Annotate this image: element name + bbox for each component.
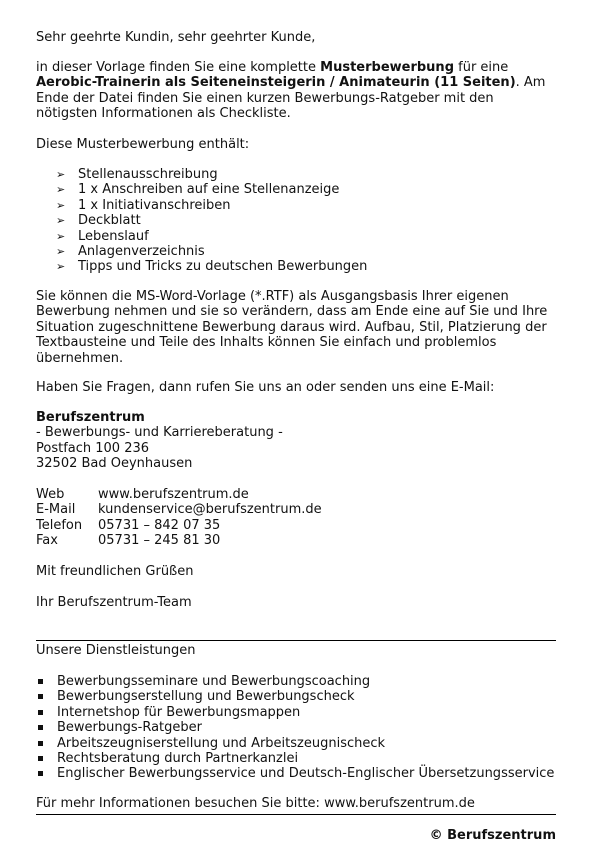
arrow-bullet-icon: ➢ xyxy=(56,245,66,259)
square-bullet-icon xyxy=(38,679,43,684)
phone-number: 05731 – 842 07 35 xyxy=(98,517,221,533)
contact-row-email: E-Mail kundenservice@berufszentrum.de xyxy=(36,502,322,518)
questions-line: Haben Sie Fragen, dann rufen Sie uns an oder senden uns eine E-Mail: xyxy=(36,380,495,395)
arrow-bullet-icon: ➢ xyxy=(56,214,66,228)
more-info-line: Für mehr Informationen besuchen Sie bitte: www.berufszentrum.de xyxy=(36,796,475,811)
services-list xyxy=(36,674,556,782)
list-item: Bewerbungs-Ratgeber xyxy=(36,720,556,735)
square-bullet-icon xyxy=(38,771,43,776)
fax-number: 05731 – 245 81 30 xyxy=(98,533,221,549)
address-block xyxy=(36,410,556,472)
list-item: ➢ Anlagenverzeichnis xyxy=(56,244,205,260)
arrow-bullet-icon: ➢ xyxy=(56,168,66,181)
copyright: © Berufszentrum xyxy=(429,828,556,843)
arrow-bullet-icon: ➢ xyxy=(56,260,66,274)
list-item: Internetshop für Bewerbungsmappen xyxy=(36,705,556,720)
org-postbox: Postfach 100 236 xyxy=(36,440,150,456)
square-bullet-icon xyxy=(38,756,43,761)
email-link[interactable]: kundenservice@berufszentrum.de xyxy=(98,502,322,518)
divider-top xyxy=(36,640,556,641)
square-bullet-icon xyxy=(38,741,43,746)
list-item: Arbeitszeugniserstellung und Arbeitszeugnischeck xyxy=(36,736,556,751)
list-item: Bewerbungserstellung und Bewerbungscheck xyxy=(36,689,556,704)
contents-heading: Diese Musterbewerbung enthält: xyxy=(36,137,250,152)
list-item: Rechtsberatung durch Partnerkanzlei xyxy=(36,751,556,766)
services-heading: Unsere Dienstleistungen xyxy=(36,643,196,658)
square-bullet-icon xyxy=(38,710,43,715)
intro-text-2: für eine xyxy=(454,60,509,75)
contact-table xyxy=(36,487,556,549)
list-item: ➢ 1 x Initiativanschreiben xyxy=(56,197,231,213)
contact-row-web: Web www.berufszentrum.de xyxy=(36,487,249,502)
list-item: Englischer Bewerbungsservice und Deutsch-Englischer Übersetzungsservice xyxy=(36,766,556,781)
contents-list xyxy=(36,167,556,275)
org-tagline: - Bewerbungs- und Karriereberatung - xyxy=(36,425,283,441)
square-bullet-icon xyxy=(38,725,43,730)
list-item: ➢ Stellenausschreibung xyxy=(56,167,218,182)
intro-paragraph xyxy=(36,60,556,122)
org-name: Berufszentrum xyxy=(36,410,145,425)
list-item: ➢ Tipps und Tricks zu deutschen Bewerbungen xyxy=(56,259,368,275)
org-city: 32502 Bad Oeynhausen xyxy=(36,456,193,472)
arrow-bullet-icon: ➢ xyxy=(56,229,66,243)
list-item: ➢ 1 x Anschreiben auf eine Stellenanzeige xyxy=(56,182,340,198)
square-bullet-icon xyxy=(38,694,43,699)
intro-text-3: . Am Ende der Datei finden Sie einen kurzen Bewerbungs-Ratgeber mit den nötigsten Informationen als Checkliste. xyxy=(36,75,546,122)
salutation: Sehr geehrte Kundin, sehr geehrter Kunde, xyxy=(36,30,316,45)
body-paragraph: Sie können die MS-Word-Vorlage (*.RTF) als Ausgangsbasis Ihrer eigenen Bewerbung nehmen und sie so verändern, dass am Ende eine auf Sie und Ihre Situation zugeschnittene Bewerbung daraus wird. Aufbau, Stil, Platzierung der Textbausteine und Teile des Inhalts können Sie einfach und problemlos übernehmen. xyxy=(36,289,548,366)
list-item: ➢ Deckblatt xyxy=(56,213,141,229)
web-link[interactable]: www.berufszentrum.de xyxy=(98,487,249,502)
list-item: Bewerbungsseminare und Bewerbungscoaching xyxy=(36,674,556,689)
arrow-bullet-icon: ➢ xyxy=(56,198,66,212)
intro-bold-1: Musterbewerbung xyxy=(320,60,454,75)
intro-text-1: in dieser Vorlage finden Sie eine komplette xyxy=(36,60,321,75)
divider-bottom xyxy=(36,814,556,815)
closing: Mit freundlichen Grüßen xyxy=(36,564,194,579)
arrow-bullet-icon: ➢ xyxy=(56,183,66,197)
contact-row-phone: Telefon 05731 – 842 07 35 xyxy=(36,517,221,533)
list-item: ➢ Lebenslauf xyxy=(56,228,149,244)
signature: Ihr Berufszentrum-Team xyxy=(36,595,192,610)
contact-row-fax: Fax 05731 – 245 81 30 xyxy=(36,533,221,549)
intro-bold-2: Aerobic-Trainerin als Seiteneinsteigerin / Animateurin (11 Seiten) xyxy=(36,75,516,91)
